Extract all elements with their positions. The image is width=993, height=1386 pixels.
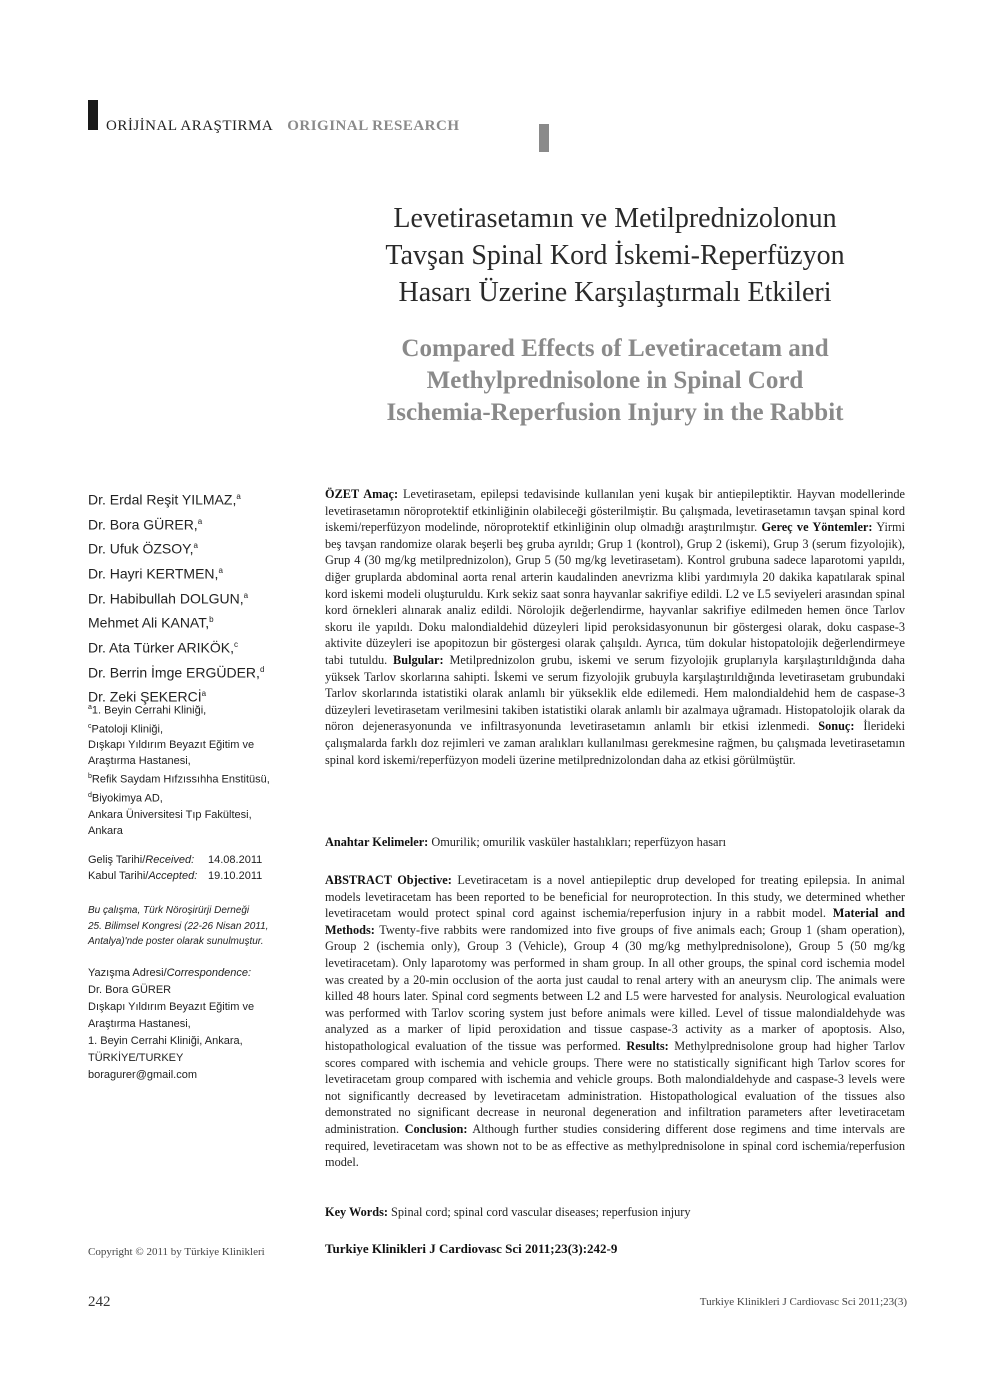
section-bar-dark — [88, 100, 98, 130]
author: Dr. Erdal Reşit YILMAZ,$^a$ — [88, 491, 241, 508]
author: Dr. Zeki ŞEKERCİ$^a$ — [88, 688, 207, 705]
ozet-abstract: ÖZET Amaç: Levetirasetam, epilepsi tedavisinde kullanılan yeni kuşak bir antiepileptiktir. Hayvan modellerinde levetirasetamın nöroprotektif etkinliğinin olabileceği gösterilmiştir. Bu çalışmada, levetirasetamın tavşan spinal kord iskemi/reperfüzyon modelinde, nöroprotektif etkinliğinin olup olmadığı araştırılmıştır. Gereç ve Yöntemler: Yirmi beş tavşan randomize olarak beşerli beş gruba ayrıldı; Grup 1 (kontrol), Grup 2 (iskemi), Grup 3 (serum fizyolojik), Grup 4 (30 mg/kg metilprednizolon), Grup 5 (50 mg/kg levetirasetam). Kontrol grubuna sadece laparotomi yapıldı, diğer gruplarda abdominal aorta renal arterin kaudalinden anevrizma klibi yardımıyla 20 dakika kapatılarak spinal kord iskemi modeli oluşturuldu. Kırk sekiz saat sonra hayvanlar sakrifiye edildi. L2 ve L5 seviyeleri arasından spinal kord örnekleri alınarak analiz edildi. Nörolojik değerlendirme, hayvanlar sakrifiye edilmeden hemen önce Tarlov skoru ile yapıldı. Doku malondialdehid düzeyleri lipid peroksidasyonunun bir göstergesi olarak, doku caspase-3 aktivite düzeyleri ise apopitozun bir göstergesi olarak çalışıldı. Ayrıca, tüm dokular histopatolojik değerlendirmeye tabi tutuldu. Bulgular: Metilprednizolon grubu, iskemi ve serum fizyolojik gruplarıyla karşılaştırıldığında daha yüksek Tarlov skorlarına sahipti. İskemi ve serum fizyolojik grubuyla karşılaştırıldığında levetirasetam grubundaki Tarlov skorlarında istatistiki olarak anlamlı bir yükseklik elde edilemedi. Hem malondialdehid hem de caspase-3 düzeyleri levetirasetam verilmesini takiben istatistiki olarak anlamlı bir azalmaya uğramadı. Histopatolojik olarak da nöron dejenerasyonunda ve infiltrasyonunda levetirasetamın anlamlı bir etkisi izlenmedi. Sonuç: İlerideki çalışmalarda farklı doz rejimleri ve zaman aralıkları kullanılması gerekmesine rağmen, bu çalışmada levetirasetamın spinal kord iskemi/reperfüzyon modeli üzerine metilprednizolondan daha az etkisi görülmüştür. — [325, 487, 906, 767]
title-en-line: Ischemia-Reperfusion Injury in the Rabbit — [386, 399, 844, 426]
keywords-tr: Anahtar Kelimeler: Omurilik; omurilik vasküler hastalıkları; reperfüzyon hasarı — [325, 835, 727, 849]
author: Dr. Berrin İmge ERGÜDER,$^d$ — [88, 664, 265, 681]
copyright: Copyright © 2011 by Türkiye Klinikleri — [88, 1246, 265, 1258]
title-en-line: Compared Effects of Levetiracetam and — [401, 335, 829, 362]
author: Dr. Ata Türker ARIKÖK,$^c$ — [88, 639, 239, 656]
email-link[interactable]: boragurer@gmail.com — [88, 1069, 197, 1081]
author: Dr. Ufuk ÖZSOY,$^a$ — [88, 540, 198, 557]
author: Mehmet Ali KANAT,$^b$ — [88, 614, 214, 631]
keywords-en: Key Words: Spinal cord; spinal cord vascular diseases; reperfusion injury — [325, 1205, 691, 1219]
section-label — [106, 117, 460, 135]
journal-reference: Turkiye Klinikleri J Cardiovasc Sci 2011;23(3):242-9 — [325, 1241, 618, 1256]
title-tr-line: Hasarı Üzerine Karşılaştırmalı Etkileri — [398, 277, 832, 308]
poster-note: Bu çalışma, Türk Nöroşirürji Derneği 25. Bilimsel Kongresi (22-26 Nisan 2011, Antalya)'nde poster olarak sunulmuştur. — [88, 905, 269, 947]
author: Dr. Habibullah DOLGUN,$^a$ — [88, 590, 249, 607]
section-label-en: ORIGINAL RESEARCH — [287, 118, 460, 134]
submission-dates — [88, 852, 303, 884]
title-tr-line: Tavşan Spinal Kord İskemi-Reperfüzyon — [385, 240, 845, 271]
author: Dr. Hayri KERTMEN,$^a$ — [88, 565, 223, 582]
footer-journal: Turkiye Klinikleri J Cardiovasc Sci 2011;23(3) — [699, 1296, 907, 1308]
author-list — [88, 486, 308, 708]
page-number: 242 — [88, 1294, 111, 1310]
received-date: Geliş Tarihi/Received: 14.08.2011 — [88, 854, 263, 866]
title-turkish — [300, 200, 930, 311]
affiliations: $^a$1. Beyin Cerrahi Kliniği, $^c$Patoloji Kliniği, Dışkapı Yıldırım Beyazıt Eğitim ve Araştırma Hastanesi, $^b$Refik Saydam Hıfzıssıhha Enstitüsü, $^d$Biyokimya AD, Ankara Üniversitesi Tıp Fakültesi, Ankara — [88, 704, 270, 837]
author: Dr. Bora GÜRER,$^a$ — [88, 516, 203, 533]
title-english — [300, 333, 930, 429]
english-abstract: ABSTRACT Objective: Levetiracetam is a novel antiepileptic drup developed for treating epilepsia. In animal models levetiracetam has been reported to be beneficial for neuroprotection. In this study, we determined whether levetiracetam would protect spinal cord against ischemia/reperfusion injury in a rabbit model. Material and Methods: Twenty-five rabbits were randomized into five groups of five animals each; Group 1 (sham operation), Group 2 (ischemia only), Group 3 (Vehicle), Group 4 (30 mg/kg methylprednisolone), Group 5 (50 mg/kg levetiracetam). Only laparotomy was performed in sham group. In all other groups, the spinal cord ischemia model was created by a 20-min occlusion of the aorta just caudal to renal artery with an aneurysm clip. The animals were killed 48 hours later. Spinal cord segments between L2 and L5 were harvested for analysis. Neurological evaluation was performed with Tarlov scoring system just before animals were killed. Level of tissue malondialdehyde was analyzed as a marker of lipid peroxidation and tissue caspase-3 activity as a marker of apoptosis. Also, histopathological evaluation of the tissue was performed. Results: Methylprednisolone group had higher Tarlov scores compared with ischemia and vehicle groups. There were no statistically significant high Tarlov scores for levetiracetam group compared with ischemia and vehicle groups. Both malondialdehyde and caspase-3 levels were not significantly decreased by levetiracetam administration. Histopathological evaluation of the tissues also demonstrated no significant decrease in neuronal degeneration and infiltration parameters after levetiracetam administration. Conclusion: Although further studies considering different dose regimens and time intervals are required, levetiracetam was shown not to be as effective as methylprednisolone in spinal cord ischemia/reperfusion model. — [325, 873, 906, 1170]
title-en-line: Methylprednisolone in Spinal Cord — [426, 367, 804, 394]
section-bar-gray — [539, 124, 549, 152]
accepted-date: Kabul Tarihi/Accepted: 19.10.2011 — [88, 870, 263, 882]
section-label-tr: ORİJİNAL ARAŞTIRMA — [106, 118, 274, 134]
title-tr-line: Levetirasetamın ve Metilprednizolonun — [393, 203, 837, 234]
correspondence: Yazışma Adresi/Correspondence: Dr. Bora GÜRER Dışkapı Yıldırım Beyazıt Eğitim ve Araştırma Hastanesi, 1. Beyin Cerrahi Kliniği, Ankara, TÜRKİYE/TURKEY boragurer@gmail.com — [88, 965, 303, 1084]
